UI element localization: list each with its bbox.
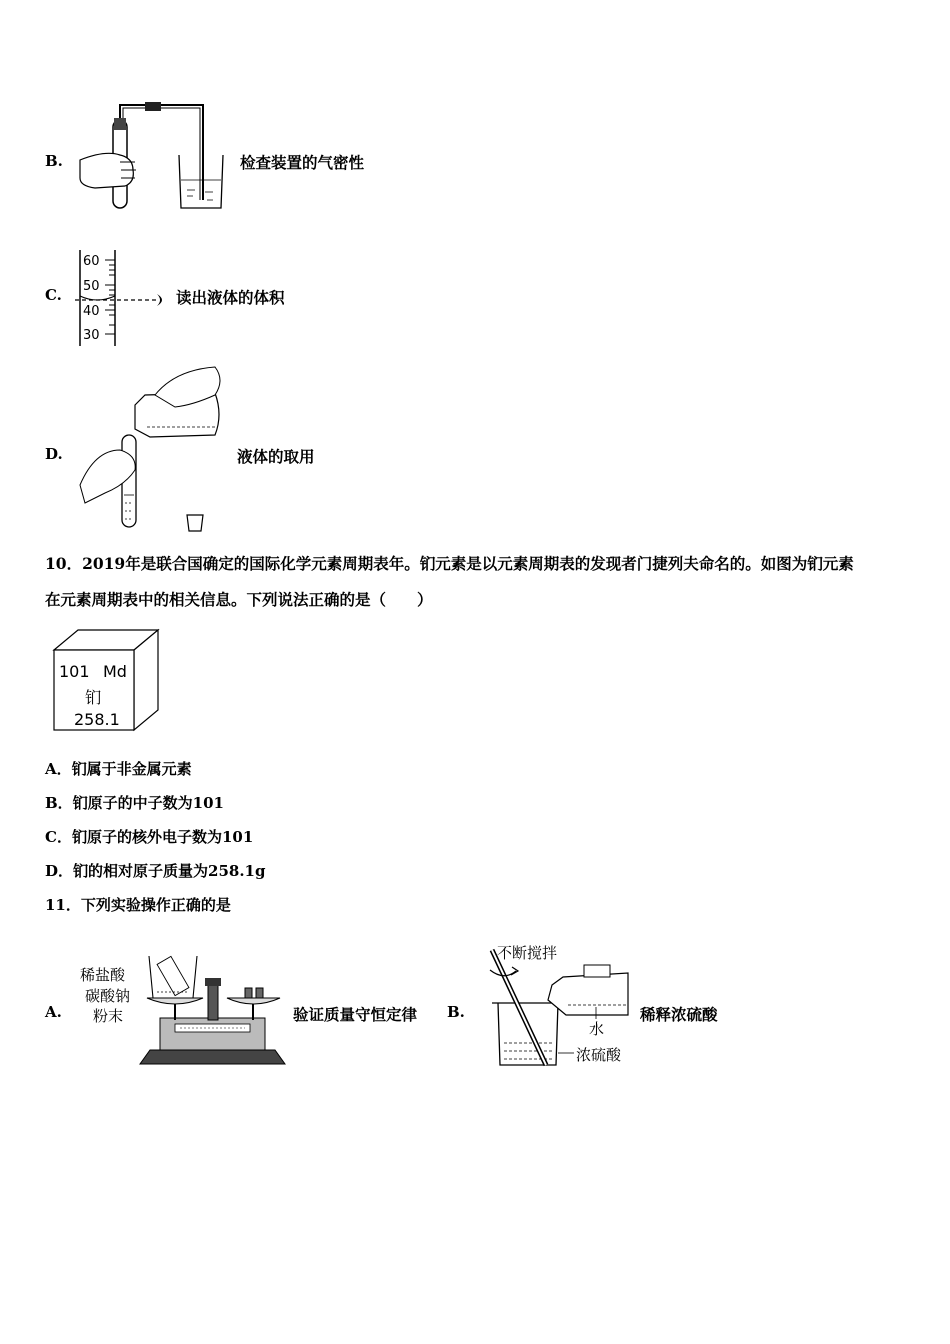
label-water: 水 — [589, 1020, 605, 1038]
q11-option-a-letter: A. — [45, 1003, 62, 1021]
label-powder: 粉末 — [93, 1007, 124, 1025]
scale-mark-60: 60 — [83, 254, 100, 269]
scale-mark-30: 30 — [83, 328, 100, 343]
graduated-cylinder-figure — [75, 248, 175, 348]
scale-mark-40: 40 — [83, 304, 100, 319]
q10-choice-b: B．钔原子的中子数为101 — [45, 794, 224, 812]
option-b-caption: 检查装置的气密性 — [240, 153, 365, 172]
label-sodium-carbonate: 碳酸钠 — [85, 987, 131, 1005]
option-d-caption: 液体的取用 — [237, 447, 315, 466]
liquid-pouring-figure — [75, 365, 225, 535]
element-atomic-number: 101 — [59, 662, 90, 681]
q10-choice-c: C．钔原子的核外电子数为101 — [45, 828, 254, 846]
element-name: 钔 — [85, 688, 102, 707]
label-dilute-hcl: 稀盐酸 — [80, 966, 126, 984]
element-atomic-mass: 258.1 — [74, 710, 120, 729]
option-d-letter: D. — [45, 445, 63, 463]
q11-option-b-caption: 稀释浓硫酸 — [640, 1005, 718, 1024]
balance-scale-figure — [135, 948, 290, 1066]
airtightness-apparatus-figure — [75, 100, 235, 212]
label-keep-stirring: 不断搅拌 — [497, 944, 558, 962]
option-c-letter: C. — [45, 286, 62, 304]
label-conc-sulfuric-acid: 浓硫酸 — [576, 1046, 622, 1064]
q10-stem-line2: 在元素周期表中的相关信息。下列说法正确的是（ ） — [45, 590, 433, 609]
q11-option-a-caption: 验证质量守恒定律 — [293, 1005, 418, 1024]
q10-choice-a: A．钔属于非金属元素 — [45, 760, 192, 778]
scale-mark-50: 50 — [83, 279, 100, 294]
q10-stem-line1: 10．2019年是联合国确定的国际化学元素周期表年。钔元素是以元素周期表的发现者门捷列夫命名的。如图为钔元素 — [45, 554, 854, 573]
option-c-caption: 读出液体的体积 — [176, 288, 285, 307]
q11-option-b-letter: B. — [447, 1003, 465, 1021]
element-symbol: Md — [103, 662, 127, 681]
option-b-letter: B. — [45, 152, 63, 170]
q11-stem: 11．下列实验操作正确的是 — [45, 896, 231, 914]
q10-choice-d: D．钔的相对原子质量为258.1g — [45, 862, 266, 880]
